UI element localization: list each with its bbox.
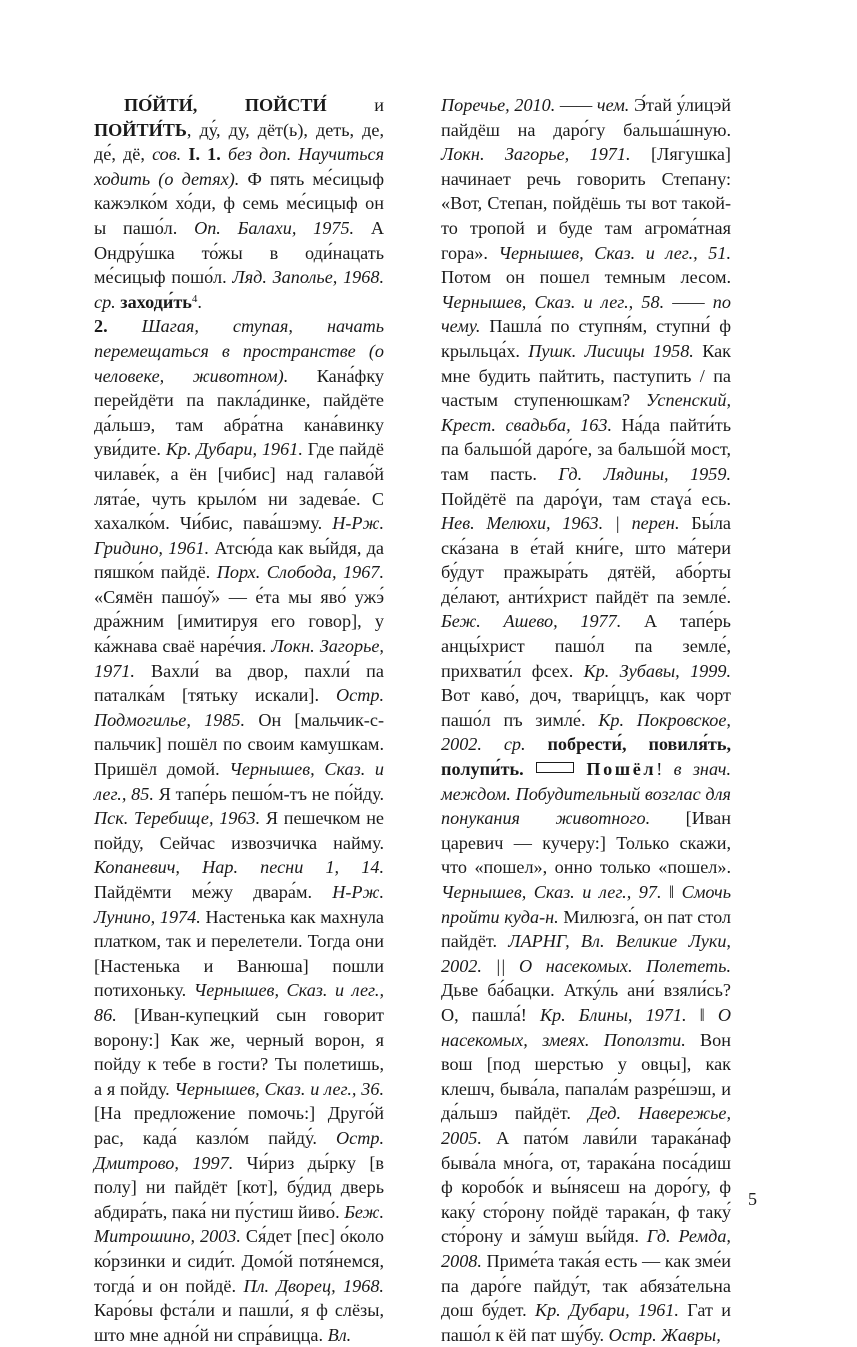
text-run: [Лягушка] начинает речь говорить Степану: «Вот, Степан, пойдёшь ты вот такой-то тропой и буде там агрома́тная гора». [441, 144, 731, 263]
italic-run: Дед. Навережье, 2005. [441, 1103, 731, 1148]
headword-run: I. 1. [188, 144, 221, 165]
headword-run: ПОЙТИ́ТЬ [94, 119, 187, 140]
italic-run: ЛАРНГ, Вл. Великие Луки, 2002. || О насекомых. Полететь. [441, 931, 731, 976]
italic-run: Успенский, Крест. свадьба, 163. [441, 390, 731, 435]
italic-run: Н-Рж. Лунино, 1974. [94, 882, 384, 927]
italic-run: сов. [152, 144, 182, 165]
text-run [221, 144, 228, 164]
text-run: Чи́риз ды́рку [в полу] ни пайдёт [кот], бу́дид дверь абдира́ть, пака́ ни пу́стиш йиво́. [94, 1152, 384, 1222]
text-run: Каро́вы фста́ли и пашли́, я ф слёзы, што мне адно́й ни спра́вицца. [94, 1300, 384, 1345]
sense-box-mark [536, 762, 574, 773]
text-run: Гат и пашо́л к ёй пат шу́бу. [441, 1300, 731, 1345]
italic-run: Локн. Загорье, 1971. [441, 144, 631, 165]
italic-run: Гд. Лядины, 1959. [558, 463, 731, 484]
italic-run: Чернышев, Сказ. и лег., 86. [94, 980, 384, 1025]
text-run [524, 759, 535, 779]
italic-run: в знач. междом. Побудительный возглас для понукания животного. [441, 759, 732, 829]
superscript-run: 4 [191, 292, 198, 305]
text-run: Настенька как махнула платком, так и перелетели. Тогда они [Настенька и Ванюша] пошли потихоньку. [94, 906, 384, 1001]
italic-run: Беж. Митрошино, 2003. [94, 1201, 384, 1247]
italic-run: Локн. Загорье, 1971. [94, 636, 384, 681]
text-run: ду́, ду, дёт(ь), деть, де, де́, дё [94, 119, 384, 165]
text-run: Приме́та така́я есть — как зме́и па даро́ге пайду́т, так абяза́тельна дош бу́дет. [441, 1250, 731, 1321]
text-run: Ся́дет [пес] о́коло ко́рзинки и сиди́т. Домо́й потя́немся, тогда́ и он пойдё. [94, 1226, 384, 1296]
text-run: А Ондру́шка то́жы в оди́нацать ме́сицыф пошо́л. [94, 217, 385, 288]
text-run: Он [мальчик-с-пальчик] пошёл по своим камушкам. Пришёл домой. [94, 709, 384, 780]
italic-run: Чернышев, Сказ. и лег., 97. ‖ Смочь пройти куда-н. [441, 882, 731, 927]
text-run: Кана́фку перейдёти па пакла́динке, пайдёте да́льшэ, там абра́тна кана́винку уви́дите. [94, 365, 384, 460]
text-run: На́да пайти́ть па бальшо́й даро́ге, за бальшо́й мост, там пасть. [441, 414, 732, 484]
headword-run: заходи́ть [120, 291, 192, 312]
text-run: Я пешечком не пойду, Сейчас извозчичка найму. [94, 808, 384, 853]
italic-run: Нев. Мелюхи, 1963. | перен. [441, 513, 680, 534]
text-run: Э́тай у́лицэй пайдёш на даро́гу бальша́шную. [441, 95, 731, 140]
italic-run: без доп. Научиться ходить (о детях). [94, 144, 385, 189]
text-run: Дьве ба́бацки. Атку́ль ани́ взяли́сь? О, пашла́! [441, 980, 731, 1025]
continuation-paragraph [441, 93, 731, 1347]
text-run: Вахли́ ва двор, пахли́ па паталка́м [тятьку искали]. [94, 660, 384, 706]
text-run [108, 316, 142, 336]
page-number: 5 [748, 1189, 757, 1209]
text-run: Я тапе́рь пешо́м-тъ не по́йду. [153, 783, 385, 804]
text-run: . [197, 291, 202, 312]
text-run: А пато́м лави́ли тарака́наф быва́ла мно́га, от, тарака́на поса́диш ф коробо́к и вы́нясеш на доро́гу, ф каку́ сто́рону пойдё тарака́н, ф таку́ сто́рону и за́муш вы́йдя. [441, 1127, 731, 1247]
text-run: Пойдётё па даро́ɣи, там стаɣа́ есь. [441, 488, 731, 509]
italic-run: Вл. [327, 1324, 352, 1345]
entry-paragraph [94, 93, 384, 314]
headword-run: ПО́ЙТИ́, ПОЙСТИ́ [124, 95, 327, 115]
text-run: Пашла́ по ступня́м, ступни́ ф крыльца́х. [441, 316, 731, 361]
text-run: А тапе́рь анцы́христ пашо́л па земле́, прихвати́л фсех. [441, 611, 731, 681]
text-run: [Иван царевич — кучеру:] Только скажи, что «пошел», онно только «пошел». [441, 808, 731, 878]
italic-run: Порх. Слобода, 1967. [216, 562, 384, 583]
italic-run: Ляд. Заполье, 1968. ср. [94, 267, 384, 312]
text-run: Атсю́да как вы́йдя, да пяшко́м пайдё. [94, 537, 385, 583]
italic-run: Беж. Ашево, 1977. [441, 611, 622, 632]
italic-run: Остр. Дмитрово, 1997. [94, 1127, 384, 1173]
text-run: «Сямён пашо́у̌» — е́та мы яво́ ужэ́ дра́жним [имитируя его говор], у ка́жнава сваё наре́чия. [94, 586, 384, 657]
text-run: Вон вош [под шерстью у овцы], как клешч, быва́ла, папала́м разре́шэш, и да́льшэ пайдёт. [441, 1029, 731, 1124]
italic-run: Гд. Ремда, 2008. [441, 1226, 731, 1271]
text-run: , [186, 119, 200, 140]
italic-run: Поречье, 2010. —— чем. [441, 95, 630, 115]
text-run: Где пайдё чилаве́к, а ён [чибис] над галаво́й лята́е, чуть крыло́м ни задева́е. С хахалко́м. Чи́бис, пава́шэму. [94, 439, 384, 534]
spaced-headword-run: Пошёл [586, 759, 657, 780]
italic-run: Остр. Подмогилье, 1985. [94, 685, 384, 730]
sense-paragraph [94, 314, 384, 1347]
text-run [526, 734, 548, 754]
italic-run: Н-Рж. Гридино, 1961. [94, 513, 384, 558]
italic-run: Кр. Покровское, 2002. ср. [441, 709, 731, 755]
headword-run: 2. [94, 316, 108, 337]
italic-run: Копаневич, Нар. песни 1, 14. [94, 857, 384, 878]
italic-run: Кр. Блины, 1971. ‖ О насекомых, змеях. Поползти. [441, 1004, 731, 1050]
italic-run: Кр. Дубари, 1961. [165, 439, 303, 460]
italic-run: Пушк. Лисицы 1958. [528, 340, 694, 361]
text-run: [Иван-купецкий сын говорит ворону:] Как же, черный ворон, я пойду к тебе в гости? Ты полетишь, а я пойду. [94, 1004, 384, 1099]
italic-run: Пл. Дворец, 1968. [243, 1275, 384, 1296]
text-run: Ф пять ме́сицыф кажэлко́м хо́ди, ф семь ме́сицыф он ы пашо́л. [94, 168, 384, 238]
text-run: , [140, 144, 153, 165]
text-run: Как мне будить пайтить, паступить / па частым ступенюшкам? [441, 340, 731, 411]
text-run: Вот каво́, доч, твари́ццъ, как чорт пашо́л пъ зимле́. [441, 685, 731, 730]
left-column [94, 93, 384, 1347]
text-run: Милюзга́, он пат стол пайдёт. [441, 906, 731, 952]
italic-run: Чернышев, Сказ. и лег., 36. [174, 1078, 384, 1099]
text-run: Потом он пошел темным лесом. [441, 267, 731, 288]
italic-run: Чернышев, Сказ. и лег., 51. [498, 242, 731, 263]
italic-run: Оп. Балахи, 1975. [194, 217, 355, 238]
text-run: [На предложение помочь:] Друго́й рас, када́ казло́м пайду́. [94, 1103, 384, 1148]
italic-run: Чернышев, Сказ. и лег., 85. [94, 759, 385, 804]
italic-run: Кр. Зубавы, 1999. [583, 660, 731, 681]
text-run: Пайдёмти ме́жу двара́м. [94, 882, 333, 902]
text-run: ! [656, 759, 674, 780]
right-column [441, 93, 731, 1347]
italic-run: Чернышев, Сказ. и лег., 58. —— по чему. [441, 291, 731, 337]
italic-run: Остр. Жавры, [608, 1324, 721, 1345]
headword-run: побрести́, повиля́ть, полупи́ть. [441, 734, 732, 780]
text-run: Бы́ла ска́зана в е́тай кни́ге, што ма́тери бу́дут пражыра́ть дятёй, або́рты де́лают, анти́христ пайдёт па земле́. [441, 513, 732, 607]
italic-run: Пск. Теребище, 1963. [94, 808, 261, 829]
italic-run: Шагая, ступая, начать перемещаться в пространстве (о человеке, животном). [94, 316, 385, 386]
italic-run: Кр. Дубари, 1961. [535, 1300, 679, 1321]
text-run: и [326, 95, 385, 115]
text-run [575, 759, 586, 779]
